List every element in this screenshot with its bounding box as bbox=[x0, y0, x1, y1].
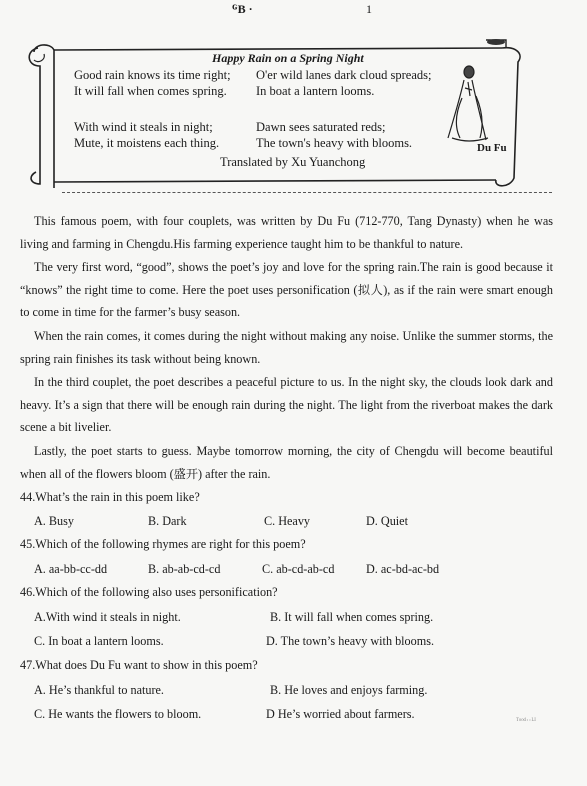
question-44: 44.What’s the rain in this poem like? bbox=[20, 490, 200, 504]
translator-credit: Translated by Xu Yuanchong bbox=[220, 155, 366, 169]
question-47: 47.What does Du Fu want to show in this poem? bbox=[20, 658, 258, 672]
poem-line: The town's heavy with blooms. bbox=[256, 136, 413, 150]
option-46-a[interactable]: A.With wind it steals in night. bbox=[34, 610, 181, 624]
option-45-c[interactable]: C. ab-cd-ab-cd bbox=[262, 562, 335, 576]
poem-line: In boat a lantern looms. bbox=[256, 84, 375, 98]
poem-title: Happy Rain on a Spring Night bbox=[212, 51, 364, 65]
passage-paragraph: This famous poem, with four couplets, was written by Du Fu (712-770, Tang Dynasty) when he was living and farming in Chengdu.His farming experience taught him to be thankful to nature. bbox=[20, 214, 553, 251]
poem-line: With wind it steals in night; bbox=[74, 120, 213, 134]
option-46-c[interactable]: C. In boat a lantern looms. bbox=[34, 634, 164, 648]
option-46-d[interactable]: D. The town’s heavy with blooms. bbox=[266, 634, 435, 648]
portrait-caption: Du Fu bbox=[477, 142, 507, 154]
option-47-b[interactable]: B. He loves and enjoys farming. bbox=[270, 683, 428, 697]
option-44-d[interactable]: D. Quiet bbox=[366, 514, 408, 528]
passage-paragraph: When the rain comes, it comes during the night without making any noise. Unlike the summer storms, the spring rain finishes its task without being known. bbox=[20, 329, 553, 366]
option-47-a[interactable]: A. He’s thankful to nature. bbox=[34, 683, 164, 697]
option-46-b[interactable]: B. It will fall when comes spring. bbox=[270, 610, 434, 624]
option-45-a[interactable]: A. aa-bb-cc-dd bbox=[34, 562, 108, 576]
option-45-b[interactable]: B. ab-ab-cd-cd bbox=[148, 562, 221, 576]
poem-line: It will fall when comes spring. bbox=[74, 84, 227, 98]
header-mark: ᴳB · bbox=[232, 2, 253, 16]
question-46: 46.Which of the following also uses personification? bbox=[20, 585, 278, 599]
page-number: 1 bbox=[366, 2, 372, 16]
divider bbox=[62, 192, 552, 193]
option-44-c[interactable]: C. Heavy bbox=[264, 514, 311, 528]
poem-line: Good rain knows its time right; bbox=[74, 68, 231, 82]
corner-stamp: ᵀᵒᵒᵈ··ᴸᴵ bbox=[516, 716, 536, 725]
poem-line: Mute, it moistens each thing. bbox=[74, 136, 220, 150]
passage-paragraph: Lastly, the poet starts to guess. Maybe tomorrow morning, the city of Chengdu will become beautiful when all of the flowers bloom (盛开) after the rain. bbox=[20, 444, 553, 481]
option-45-d[interactable]: D. ac-bd-ac-bd bbox=[366, 562, 440, 576]
poem-line: Dawn sees saturated reds; bbox=[256, 120, 386, 134]
option-44-b[interactable]: B. Dark bbox=[148, 514, 187, 528]
option-44-a[interactable]: A. Busy bbox=[34, 514, 74, 528]
passage-paragraph: The very first word, “good”, shows the poet’s joy and love for the spring rain.The rain is good because it “knows” the right time to come. Here the poet uses personification (拟人), as if the rain were smart enough to come in time for the farmer’s busy season. bbox=[20, 260, 553, 320]
question-45: 45.Which of the following rhymes are right for this poem? bbox=[20, 537, 306, 551]
poem-scroll bbox=[24, 38, 554, 188]
passage-paragraph: In the third couplet, the poet describes a peaceful picture to us. In the night sky, the clouds look dark and heavy. It’s a sign that there will be enough rain during the night. The light from the riverboat makes the dark scene a bit livelier. bbox=[20, 375, 553, 435]
option-47-c[interactable]: C. He wants the flowers to bloom. bbox=[34, 707, 202, 721]
poem-line: O'er wild lanes dark cloud spreads; bbox=[256, 68, 432, 82]
du-fu-portrait bbox=[448, 66, 488, 141]
option-47-d[interactable]: D He’s worried about farmers. bbox=[266, 707, 415, 721]
